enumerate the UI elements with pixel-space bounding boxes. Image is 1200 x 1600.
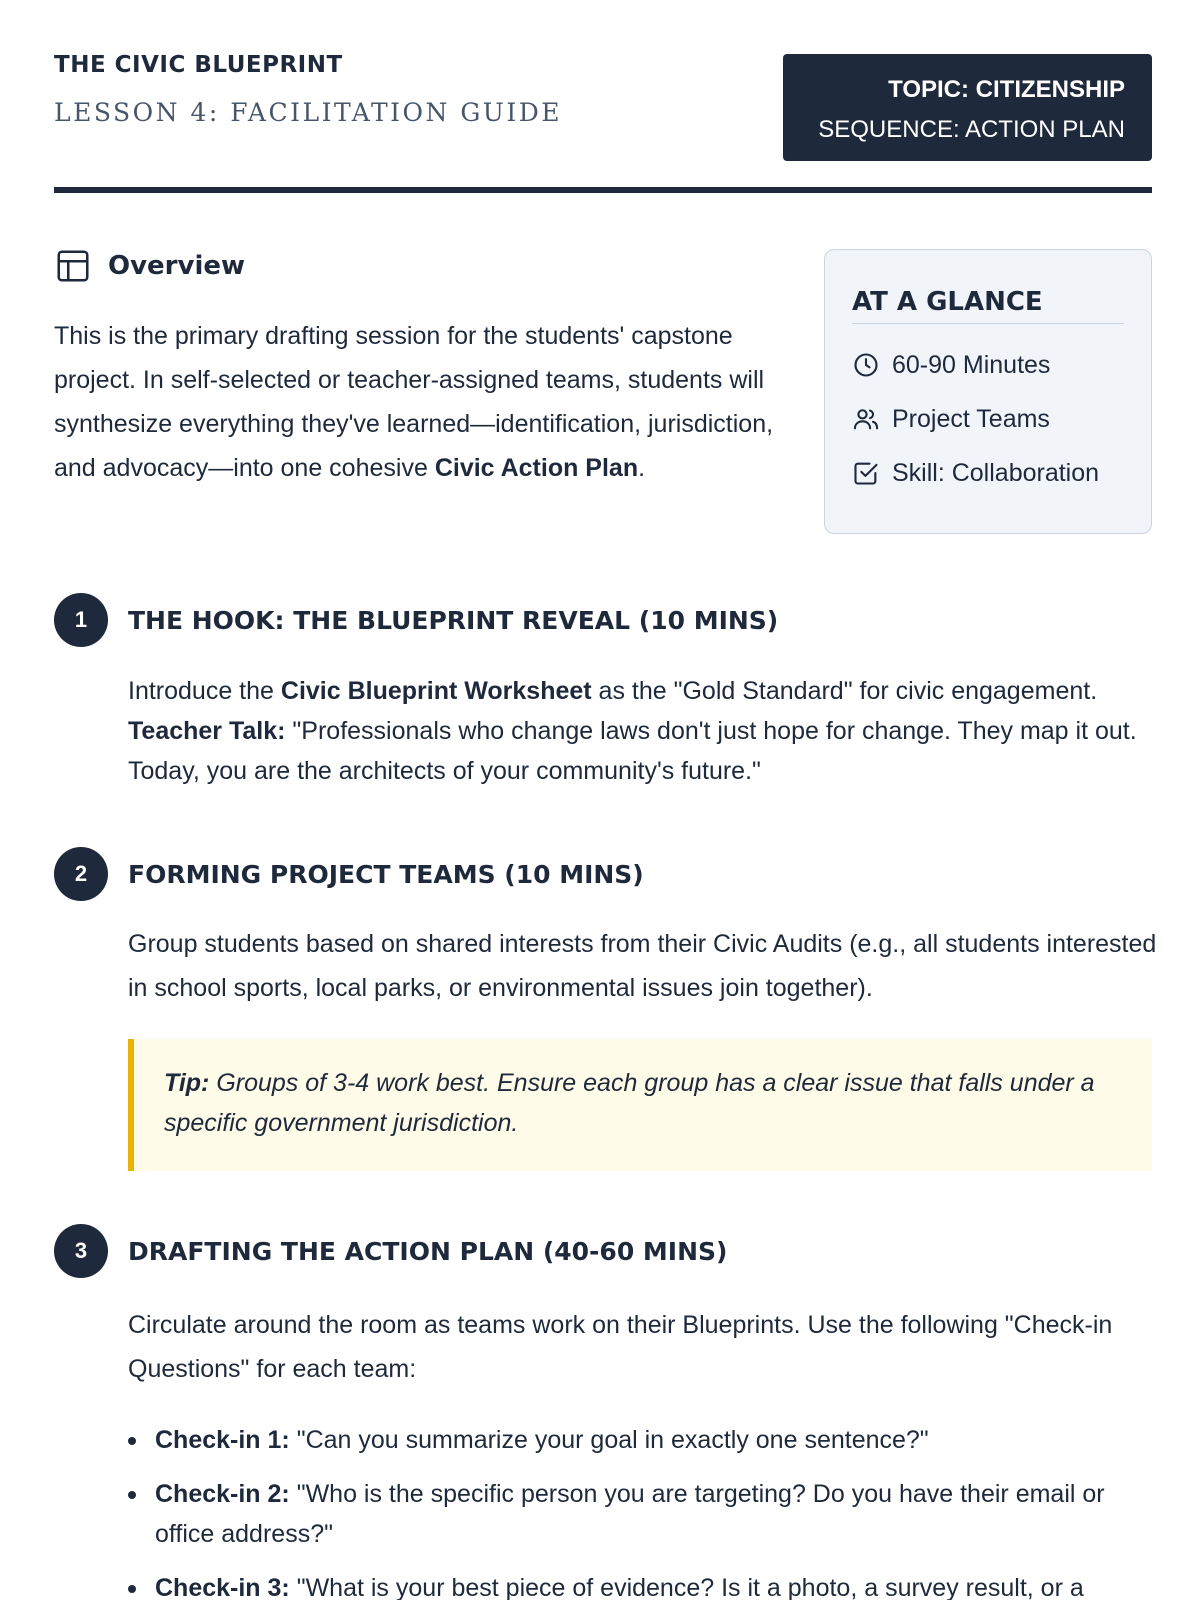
step-3-heading [54,1225,727,1277]
overview-text-emphasis: Civic Action Plan [434,454,639,482]
glance-list [852,338,1124,500]
step-1-intro-emphasis: Civic Blueprint Worksheet [280,677,592,705]
list-item [128,1420,1158,1460]
glance-item-label: Skill: Collaboration [892,458,1100,487]
sequence-label: SEQUENCE: ACTION PLAN [818,116,1125,143]
step-number-badge: 1 [54,593,108,647]
glance-item-label: Project Teams [892,404,1050,433]
check-square-icon [852,459,880,487]
teacher-talk [128,711,1158,791]
tip-callout [128,1039,1152,1171]
teacher-talk-label: Teacher Talk: [128,717,286,745]
checkin-text: "What is your best piece of evidence? Is it a photo, a survey result, or a [289,1574,1084,1600]
step-2-body: Group students based on shared interests from their Civic Audits (e.g., all students interested in school sports, local parks, or environmental issues join together). [128,930,1157,1002]
checkin-list [128,1420,1158,1600]
checkin-label: Check-in 2: [155,1480,290,1508]
glance-item-label: 60-90 Minutes [892,350,1051,379]
checkin-label: Check-in 3: [155,1574,290,1600]
step-title: DRAFTING THE ACTION PLAN (40-60 MINS) [128,1236,728,1266]
teacher-talk-quote: "Professionals who change laws don't just hope for change. They map it out. Today, you are the architects of your community's future." [128,717,1137,785]
checkin-text: "Can you summarize your goal in exactly one sentence?" [289,1426,929,1454]
step-number-badge: 3 [54,1224,108,1278]
step-1-intro [128,671,1158,711]
clock-icon [852,351,880,379]
at-a-glance-panel [824,249,1152,534]
topic-label: TOPIC: CITIZENSHIP [888,76,1125,103]
overview-heading [54,248,245,284]
overview-text-start: This is the primary drafting session for the students' capstone project. In self-selected or teacher-assigned teams, students will synthesize everything they've learned—identification, jurisdiction, and advocacy—into one cohesive [54,322,774,482]
step-title: FORMING PROJECT TEAMS (10 MINS) [128,859,644,889]
list-item [128,1568,1158,1600]
checkin-label: Check-in 1: [155,1426,290,1454]
tip-label: Tip: [164,1069,210,1097]
glance-title: AT A GLANCE [852,280,1124,324]
overview-paragraph [54,314,784,490]
layout-icon [54,247,92,285]
glance-item-skill [852,446,1124,500]
header-divider [54,187,1152,193]
checkin-text: "Who is the specific person you are targeting? Do you have their email or office address?" [155,1480,1105,1548]
lesson-subtitle: LESSON 4: FACILITATION GUIDE [54,98,563,127]
list-item [128,1474,1158,1554]
overview-text-end: . [638,454,646,482]
step-1-intro-end: as the "Gold Standard" for civic engagement. [591,677,1098,705]
topic-badge [783,54,1152,161]
glance-item-duration [852,338,1124,392]
step-title: THE HOOK: THE BLUEPRINT REVEAL (10 MINS) [128,605,779,635]
step-2-heading [54,848,644,900]
brand-title: THE CIVIC BLUEPRINT [54,52,343,78]
tip-text: Groups of 3-4 work best. Ensure each group has a clear issue that falls under a specific government jurisdiction. [164,1069,1095,1137]
step-1-body [128,671,1158,791]
step-3-body: Circulate around the room as teams work on their Blueprints. Use the following "Check-in Questions" for each team: [128,1311,1113,1383]
step-1-heading [54,594,778,646]
step-1-intro-start: Introduce the [128,677,281,705]
users-icon [852,405,880,433]
step-number-badge: 2 [54,847,108,901]
page-header [54,50,1152,160]
glance-item-grouping [852,392,1124,446]
overview-title: Overview [108,251,246,281]
